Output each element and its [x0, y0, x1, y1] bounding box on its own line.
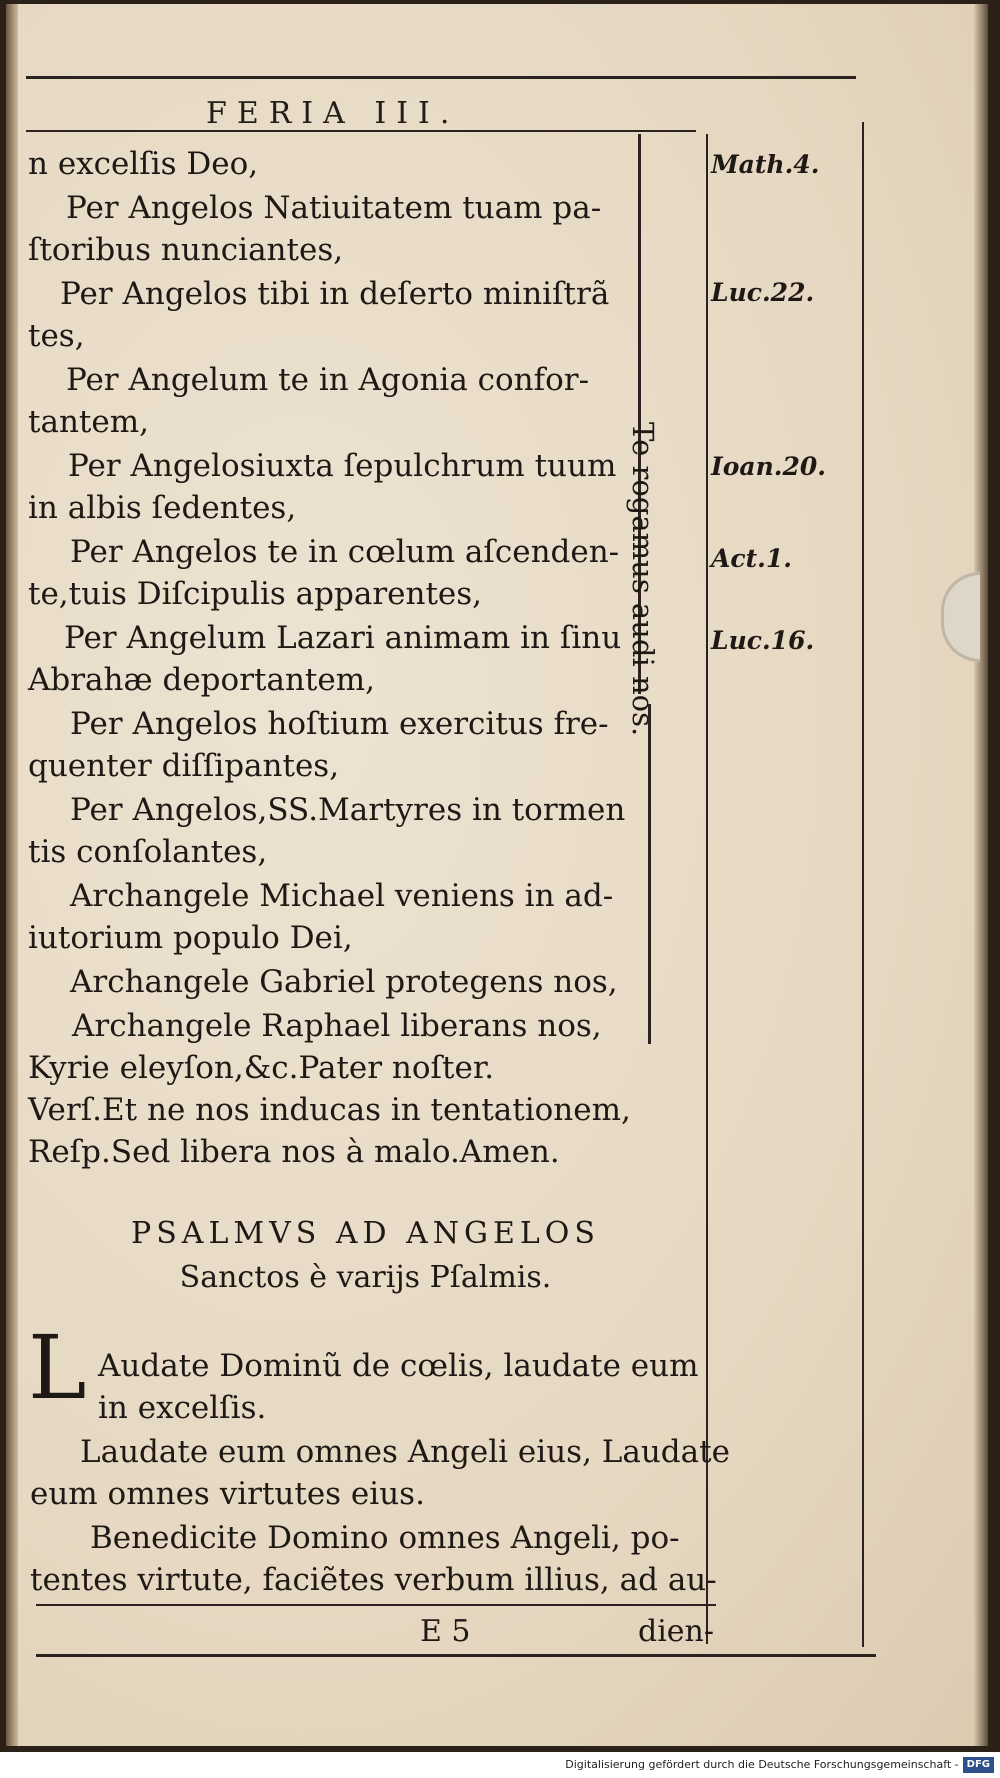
litany-line: Per Angelos Natiuitatem tuam pa-	[66, 190, 602, 226]
digitization-credit	[0, 1752, 1000, 1778]
head-rule	[26, 130, 696, 132]
margin-ref: Luc.22.	[711, 278, 815, 307]
page-tab	[941, 572, 980, 662]
psalm-subtitle: Sanctos è varijs Pſalmis.	[179, 1260, 552, 1295]
litany-line: Archangele Michael veniens in ad-	[70, 878, 614, 914]
litany-line: quenter diſſipantes,	[28, 748, 340, 784]
litany-line: Per Angelos,SS.Martyres in tormen	[70, 792, 626, 828]
signature-mark: E 5	[420, 1614, 471, 1649]
litany-line: Per Angelum te in Agonia confor-	[66, 362, 590, 398]
dfg-logo: DFG	[963, 1757, 994, 1773]
litany-line: Kyrie eleyſon,&c.Pater noſter.	[28, 1050, 495, 1086]
litany-line: Per Angelos tibi in deſerto miniſtrã	[60, 276, 610, 312]
response-vertical-text: Te rogamus audi nos.	[626, 422, 660, 737]
column-rule-right	[862, 122, 864, 1647]
litany-line: in albis ſedentes,	[28, 490, 297, 526]
footer-rule-lower	[36, 1654, 876, 1657]
litany-line: Abrahæ deportantem,	[28, 662, 375, 698]
litany-line: Verſ.Et ne nos inducas in tentationem,	[28, 1092, 631, 1128]
litany-line: tis conſolantes,	[28, 834, 268, 870]
credit-text: Digitalisierung gefördert durch die Deutsche Forschungsgemeinschaft -	[565, 1758, 959, 1771]
margin-ref: Math.4.	[711, 150, 820, 179]
catchword: dien-	[638, 1614, 715, 1649]
litany-line: Per Angelos te in cœlum aſcenden-	[70, 534, 620, 570]
column-rule-left	[706, 134, 708, 1644]
footer-rule-upper	[36, 1604, 716, 1606]
psalm-line: tentes virtute, faciẽtes verbum illius, ad au-	[30, 1562, 717, 1598]
litany-line: iutorium populo Dei,	[28, 920, 353, 956]
psalm-line: in excelſis.	[98, 1390, 267, 1426]
litany-line: Per Angelos hoſtium exercitus fre-	[70, 706, 609, 742]
margin-ref: Luc.16.	[711, 626, 815, 655]
running-head: FERIA III.	[206, 96, 460, 128]
margin-ref: Ioan.20.	[711, 452, 826, 481]
litany-line: tes,	[28, 318, 85, 354]
top-rule	[26, 76, 856, 79]
psalm-line: Audate Dominũ de cœlis, laudate eum	[98, 1348, 699, 1384]
psalm-title: PSALMVS AD ANGELOS	[131, 1216, 600, 1251]
litany-line: Per Angelosiuxta ſepulchrum tuum	[68, 448, 617, 484]
book-page	[6, 4, 988, 1746]
psalm-line: eum omnes virtutes eius.	[30, 1476, 425, 1512]
litany-line: n excelſis Deo,	[28, 146, 259, 182]
litany-line: tantem,	[28, 404, 149, 440]
litany-line: Per Angelum Lazari animam in ſinu	[64, 620, 622, 656]
psalm-line: Benedicite Domino omnes Angeli, po-	[90, 1520, 680, 1556]
margin-ref: Act.1.	[711, 544, 792, 573]
litany-line: Archangele Raphael liberans nos,	[72, 1008, 602, 1044]
litany-line: Archangele Gabriel protegens nos,	[70, 964, 618, 1000]
psalm-line: Laudate eum omnes Angeli eius, Laudate	[80, 1434, 730, 1470]
litany-line: ſtoribus nunciantes,	[28, 232, 344, 268]
litany-line: te,tuis Diſcipulis apparentes,	[28, 576, 483, 612]
drop-cap: L	[28, 1316, 87, 1419]
page-gutter	[6, 4, 18, 1746]
page-edge	[974, 4, 988, 1746]
response-bracket-lower	[648, 704, 651, 1044]
litany-line: Reſp.Sed libera nos à malo.Amen.	[28, 1134, 560, 1170]
